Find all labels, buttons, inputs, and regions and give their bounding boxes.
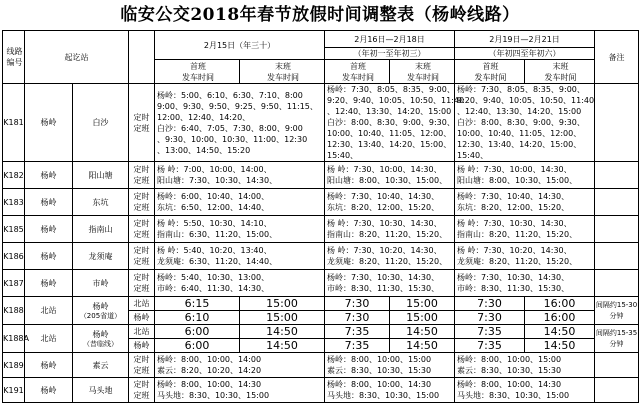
route-no: K188A: [3, 325, 25, 353]
end-stop-note: （205省道）: [79, 311, 122, 320]
end-stop-name: 杨岭: [92, 301, 109, 311]
remark-header: 备注: [595, 31, 639, 84]
p3-last-time: 14:50: [525, 325, 595, 339]
table-row: [3, 84, 639, 162]
remark: [595, 353, 639, 378]
p1-times: 杨岭：8:00、10:00、14:00 素云：8:20、10:20、14:20: [155, 353, 325, 378]
start-stop: 杨岭: [25, 162, 73, 189]
start-stop: 杨岭: [25, 353, 73, 378]
p1-times: 杨岭：5:40、10:30、13:00、 市岭：6:40、11:30、14:30、: [155, 270, 325, 297]
p2-first-time: 7:30: [325, 311, 390, 325]
period-3-subheader: （年初四至年初六）: [455, 48, 595, 60]
kind-label: 定时 定班: [129, 216, 155, 243]
p2-times: 杨 岭：7:30、10:20、14:30、 龙须庵：8:20、11:20、15:20、: [325, 243, 455, 270]
p3-times: 杨 岭：7:30、10:00、14:30、 阳山塘：8:00、10:30、15:00、: [455, 162, 595, 189]
remark: [595, 378, 639, 403]
end-stop: 马头地: [73, 378, 129, 403]
remark: [595, 270, 639, 297]
station-label: 北站: [129, 297, 155, 311]
end-stop: 素云: [73, 353, 129, 378]
end-stop: [73, 325, 129, 353]
p1-last-time: 15:00: [240, 311, 325, 325]
table-row: [3, 216, 639, 243]
route-no: K187: [3, 270, 25, 297]
end-stop: 市岭: [73, 270, 129, 297]
table-row: [3, 378, 639, 403]
route-no: K185: [3, 216, 25, 243]
header-row-1: [3, 31, 639, 48]
route-no-header: 线路 编号: [3, 31, 25, 84]
p3-times: 杨岭：8:00、10:00、14:30 马头地：8:30、10:30、15:00: [455, 378, 595, 403]
kind-header: [129, 31, 155, 84]
p2-last-time: 15:00: [390, 297, 455, 311]
p2-times: 杨 岭：7:30、10:30、14:30、 指南山：8:20、11:20、15:20、: [325, 216, 455, 243]
remark: 间隔约15-30分钟: [595, 297, 639, 325]
kind-label: 定时 定班: [129, 162, 155, 189]
p3-last-time: 16:00: [525, 297, 595, 311]
p2-last-time: 14:50: [390, 339, 455, 353]
kind-label: 定时 定班: [129, 243, 155, 270]
p3-times: 杨 岭：7:30、10:30、14:30、 指南山：8:20、11:20、15:20、: [455, 216, 595, 243]
start-stop: 北站: [25, 297, 73, 325]
period-2-header: 2月16日—2月18日: [325, 31, 455, 48]
p1-times: 杨 岭：7:00、10:00、14:00、 阳山塘：7:30、10:30、14:30、: [155, 162, 325, 189]
route-no: K186: [3, 243, 25, 270]
route-no: K183: [3, 189, 25, 216]
remark: [595, 216, 639, 243]
kind-label: 定时 定班: [129, 353, 155, 378]
period-3-header: 2月19日—2月21日: [455, 31, 595, 48]
p3-times: 杨岭：7:30、10:40、14:30、 东坑：8:20、12:00、15:20、: [455, 189, 595, 216]
p1-last-time: 15:00: [240, 297, 325, 311]
route-no: K182: [3, 162, 25, 189]
p2-last-header: 末班 发车时间: [390, 60, 455, 84]
kind-label: 定时 定班: [129, 84, 155, 162]
p2-first-time: 7:35: [325, 325, 390, 339]
p2-times: 杨岭：8:00、10:00、15:00 素云：8:30、10:30、15:30: [325, 353, 455, 378]
kind-label: 定时 定班: [129, 189, 155, 216]
p1-last-time: 14:50: [240, 339, 325, 353]
p1-last-time: 14:50: [240, 325, 325, 339]
route-no: K181: [3, 84, 25, 162]
p3-times: 杨岭：8:00、10:00、15:00 素云：8:30、10:30、15:30: [455, 353, 595, 378]
p3-first-time: 7:30: [455, 297, 525, 311]
p2-last-time: 14:50: [390, 325, 455, 339]
p2-times: 杨岭：8:00、10:00、14:30 马头地：8:30、10:30、15:00: [325, 378, 455, 403]
p1-first-header: 首班 发车时间: [155, 60, 240, 84]
table-row: [3, 189, 639, 216]
p1-times: 杨岭：8:00、10:00、14:30 马头地：8:30、10:30、15:00: [155, 378, 325, 403]
remark: [595, 84, 639, 162]
p1-times: 杨 岭：5:40、10:20、13:40、 龙须庵：6:30、11:20、14:40、: [155, 243, 325, 270]
start-end-header: 起讫站: [25, 31, 129, 84]
end-stop: 东坑: [73, 189, 129, 216]
page-title: 临安公交2018年春节放假时间调整表（杨岭线路）: [120, 5, 520, 25]
table-row: [3, 297, 639, 311]
p2-first-time: 7:30: [325, 297, 390, 311]
p1-first-time: 6:00: [155, 339, 240, 353]
p2-times: 杨岭：7:30、10:40、14:30、 东坑：8:20、12:00、15:20、: [325, 189, 455, 216]
end-stop-note: （昔临线）: [83, 339, 118, 348]
route-no: K188: [3, 297, 25, 325]
start-stop: 杨岭: [25, 84, 73, 162]
start-stop: 北站: [25, 325, 73, 353]
table-row: [3, 353, 639, 378]
p2-times: 杨岭：7:30、10:30、14:30、 市岭：8:30、11:30、15:30、: [325, 270, 455, 297]
p3-first-time: 7:35: [455, 339, 525, 353]
p3-first-header: 首班 发车时间: [455, 60, 525, 84]
remark: [595, 243, 639, 270]
p1-times: 杨 岭：5:50、10:30、14:10、 指南山：6:30、11:20、15:00、: [155, 216, 325, 243]
p3-first-time: 7:35: [455, 325, 525, 339]
period-2-subheader: （年初一至年初三）: [325, 48, 455, 60]
end-stop: 阳山塘: [73, 162, 129, 189]
station-label: 北站: [129, 325, 155, 339]
remark: [595, 162, 639, 189]
p3-times: 杨岭：7:30、8:05、8:35、9:00、 9:20、9:40、10:05、10:50、11:40 、12:40、13:30、14:20、15:00 白沙：8:00、8:30、9:00、9:30、 10:00、10:40、11:05、12:00、 12:30、13:40、14:20、15:00、 15:40、: [455, 84, 595, 162]
table-row: [3, 270, 639, 297]
p3-last-time: 16:00: [525, 311, 595, 325]
p2-times: 杨岭：7:30、8:05、8:35、9:00、 9:20、9:40、10:05、10:50、11:40 、12:40、13:30、14:20、15:00 白沙：8:00、8:30、9:00、9:30、 10:00、10:40、11:05、12:00、 12:30、13:40、14:20、15:00、 15:40、: [325, 84, 455, 162]
station-label: 杨岭: [129, 339, 155, 353]
remark: 间隔约15-35分钟: [595, 325, 639, 353]
p2-first-time: 7:35: [325, 339, 390, 353]
p3-last-time: 14:50: [525, 339, 595, 353]
start-stop: 杨岭: [25, 189, 73, 216]
end-stop-name: 杨岭: [92, 329, 109, 339]
p3-last-header: 末班 发车时间: [525, 60, 595, 84]
route-no: K189: [3, 353, 25, 378]
table-row: [3, 162, 639, 189]
p3-first-time: 7:30: [455, 311, 525, 325]
table-row: [3, 243, 639, 270]
end-stop: 龙须庵: [73, 243, 129, 270]
table-row: [3, 325, 639, 339]
p1-first-time: 6:15: [155, 297, 240, 311]
kind-label: 定时 定班: [129, 378, 155, 403]
start-stop: 杨岭: [25, 270, 73, 297]
start-stop: 杨岭: [25, 378, 73, 403]
p1-times: 杨岭：6:00、10:40、14:00、 东坑：6:50、12:00、14:40、: [155, 189, 325, 216]
p1-times: 杨岭：5:00、6:10、6:30、7:10、8:00 9:00、9:30、9:50、9:25、9:50、11:15、 12:00、12:40、14:20、 白沙：6:40、7:05、7:30、8:00、9:00 、9:30、10:00、10:30、11:00、12:30 、13:00、14:50、15:20: [155, 84, 325, 162]
p1-first-time: 6:10: [155, 311, 240, 325]
p3-times: 杨岭：7:30、10:30、14:30、 市岭：8:30、11:30、15:30、: [455, 270, 595, 297]
p3-times: 杨 岭：7:30、10:20、14:30、 龙须庵：8:20、11:20、15:20、: [455, 243, 595, 270]
p2-last-time: 15:00: [390, 311, 455, 325]
schedule-table: [2, 30, 639, 403]
start-stop: 杨岭: [25, 216, 73, 243]
p1-first-time: 6:00: [155, 325, 240, 339]
p1-last-header: 末班 发车时间: [240, 60, 325, 84]
remark: [595, 189, 639, 216]
p2-times: 杨 岭：7:30、10:00、14:30、 阳山塘：8:00、10:30、15:00、: [325, 162, 455, 189]
kind-label: 定时 定班: [129, 270, 155, 297]
end-stop: 白沙: [73, 84, 129, 162]
p2-first-header: 首班 发车时间: [325, 60, 390, 84]
end-stop: 指南山: [73, 216, 129, 243]
station-label: 杨岭: [129, 311, 155, 325]
period-1-header: 2月15日（年三十）: [155, 31, 325, 60]
start-stop: 杨岭: [25, 243, 73, 270]
route-no: K191: [3, 378, 25, 403]
end-stop: [73, 297, 129, 325]
